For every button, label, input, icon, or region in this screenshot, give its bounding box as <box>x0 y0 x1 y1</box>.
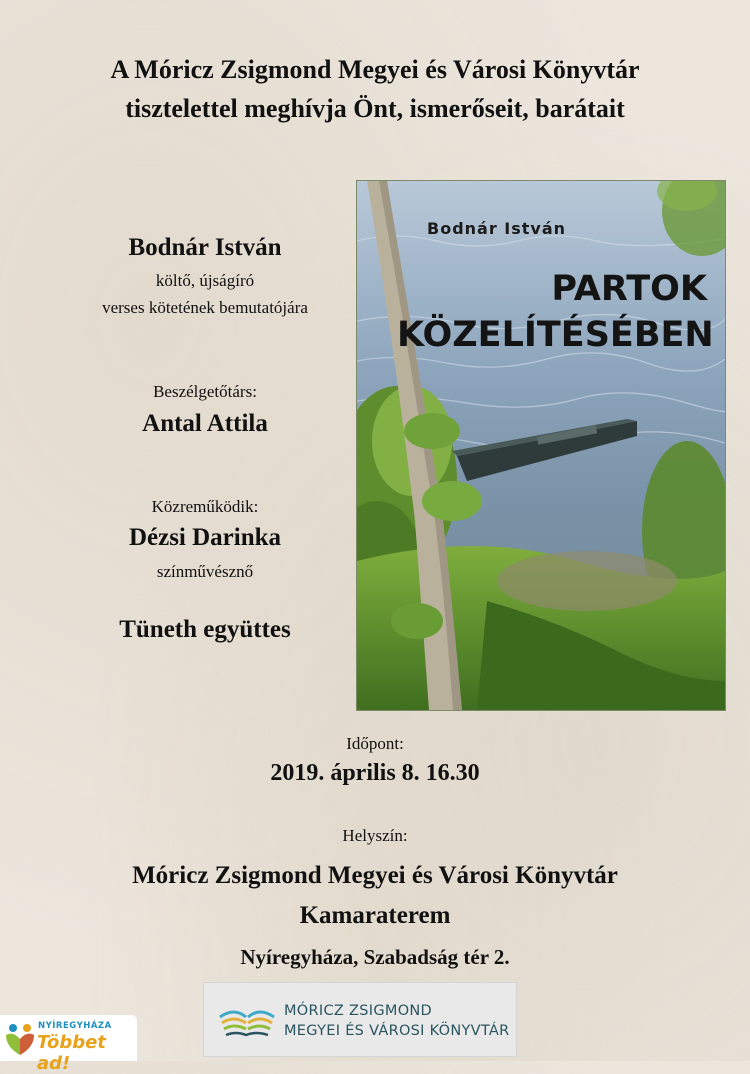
event-datetime: 2019. április 8. 16.30 <box>270 760 480 786</box>
author-occasion: verses kötetének bemutatójára <box>102 298 308 317</box>
cover-title-line-1: PARTOK <box>551 269 707 309</box>
time-label: Időpont: <box>346 734 404 753</box>
city-logo <box>0 1015 137 1074</box>
participant-role: színművésznő <box>156 562 254 581</box>
header-line-1: A Móricz Zsigmond Megyei és Városi Könyvtár <box>110 55 640 84</box>
author-role: költő, újságíró <box>155 271 255 290</box>
participation-label: Közreműködik: <box>151 497 259 516</box>
ensemble-name: Tüneth együttes <box>119 616 291 643</box>
venue-address: Nyíregyháza, Szabadság tér 2. <box>240 945 510 969</box>
cover-title <box>397 266 714 358</box>
header-line-2: tisztelettel meghívja Önt, ismerőseit, barátait <box>125 94 625 123</box>
author-name: Bodnár István <box>128 234 282 261</box>
book-cover <box>356 180 726 711</box>
place-label: Helyszín: <box>342 826 408 845</box>
library-logo-line-2: MEGYEI ÉS VÁROSI KÖNYVTÁR <box>284 1023 510 1039</box>
venue-room: Kamaraterem <box>299 902 451 929</box>
participant-name: Dézsi Darinka <box>128 524 282 551</box>
heart-figures-icon <box>4 1021 36 1057</box>
cover-author: Bodnár István <box>427 219 567 238</box>
library-logo <box>203 982 517 1057</box>
city-logo-bottom: Többet ad! <box>37 1032 106 1074</box>
open-book-icon <box>216 995 278 1045</box>
venue-name: Móricz Zsigmond Megyei és Városi Könyvtár <box>132 862 618 889</box>
book-cover-art <box>357 181 725 710</box>
conversation-label: Beszélgetőtárs: <box>153 382 257 401</box>
cover-title-line-2: KÖZELÍTÉSÉBEN <box>397 315 714 355</box>
conversation-name: Antal Attila <box>142 410 268 437</box>
city-logo-top: NYÍREGYHÁZA <box>38 1021 112 1031</box>
library-logo-line-1: MÓRICZ ZSIGMOND <box>284 1003 433 1019</box>
